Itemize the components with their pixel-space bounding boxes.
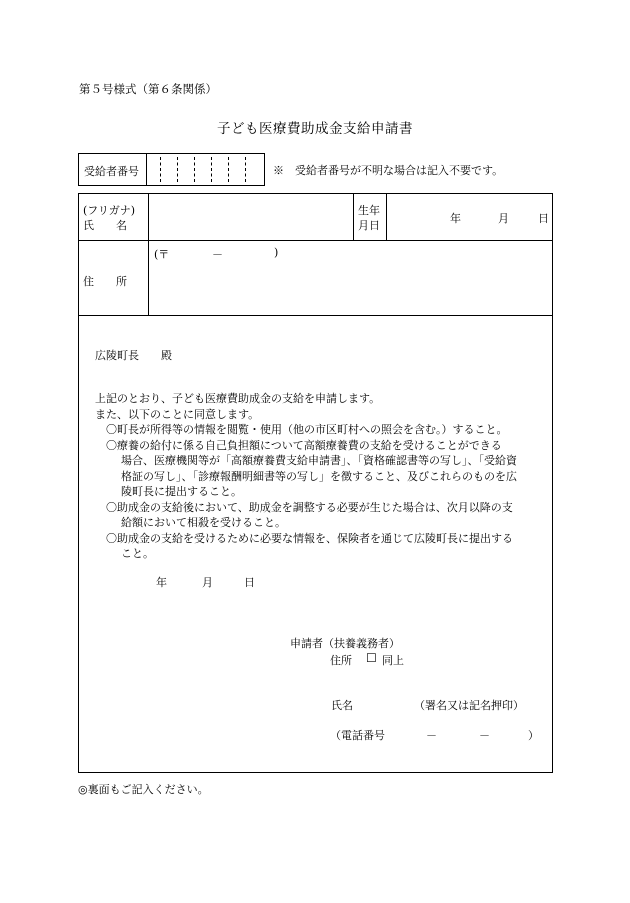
applicant-label: 申請者（扶養義務者） (290, 637, 400, 650)
applicant-name-label: 氏名 (331, 699, 353, 712)
recipient-number-note: ※ 受給者番号が不明な場合は記入不要です。 (273, 164, 504, 177)
signature-note: （署名又は記名押印） (414, 699, 524, 712)
name-input[interactable] (149, 194, 353, 240)
birth-label-line2: 月日 (358, 219, 380, 232)
recipient-number-label: 受給者番号 (84, 165, 139, 178)
same-as-above-label: 同上 (382, 654, 404, 667)
name-label: 氏 名 (83, 219, 127, 232)
postal-dash: － (212, 248, 223, 261)
postal-prefix: (〒 (154, 248, 170, 261)
date-month-label: 月 (202, 576, 213, 589)
consent-item-2-line-3: 格証の写し」、「診療報酬明細書等の写し」を徴すること、及びこれらのものを広 (121, 469, 517, 483)
consent-item-4-line-2: こと。 (121, 547, 154, 560)
address-label: 住 所 (83, 275, 127, 288)
form-title: 子ども医療費助成金支給申請書 (217, 121, 413, 137)
postal-suffix: ) (274, 246, 279, 259)
form-number: 第５号様式（第６条関係） (79, 82, 217, 96)
phone-close: ） (528, 729, 539, 742)
same-as-above-checkbox[interactable]: ☐ (366, 651, 377, 665)
addressee: 広陵町長 殿 (95, 349, 172, 362)
consent-item-3-line-2: 給額において相殺を受けること。 (121, 516, 286, 529)
birthdate-input[interactable] (387, 194, 552, 240)
birth-year-label: 年 (450, 212, 461, 225)
consent-item-4-line-1: 〇助成金の支給を受けるために必要な情報を、保険者を通じて広陵町長に提出する (106, 531, 513, 545)
recipient-number-input[interactable] (147, 154, 264, 185)
consent-line-1: 上記のとおり、子ども医療費助成金の支給を申請します。 (95, 392, 381, 405)
date-day-label: 日 (244, 576, 255, 589)
address-input[interactable] (149, 241, 552, 315)
consent-item-2-line-2: 場合、医療機関等が「高額療養費支給申請書」、「資格確認書等の写し」、「受給資 (121, 454, 517, 467)
phone-label: （電話番号 (330, 729, 385, 742)
consent-item-3-line-1: 〇助成金の支給後において、助成金を調整する必要が生じた場合は、次月以降の支 (106, 500, 513, 514)
birth-day-label: 日 (538, 212, 549, 225)
consent-item-1: 〇町長が所得等の情報を閲覧・使用（他の市区町村への照会を含む。）すること。 (106, 423, 508, 436)
recipient-number-box (78, 153, 265, 186)
consent-paragraph (95, 391, 517, 562)
consent-item-2-line-1: 〇療養の給付に係る自己負担額について高額療養費の支給を受けることができる (106, 438, 502, 452)
phone-dash-2: － (479, 729, 490, 742)
birth-month-label: 月 (498, 212, 509, 225)
applicant-address-label: 住所 (330, 654, 352, 667)
date-year-label: 年 (156, 576, 167, 589)
consent-line-2: また、以下のことに同意します。 (95, 407, 260, 421)
divider (79, 315, 552, 316)
furigana-label: (フリガナ) (83, 204, 136, 217)
footer-note: ◎裏面もご記入ください。 (78, 783, 209, 796)
phone-dash-1: － (426, 729, 437, 742)
application-form (78, 193, 553, 773)
birth-label-line1: 生年 (358, 204, 380, 217)
divider (353, 194, 354, 240)
consent-item-2-line-4: 陵町長に提出すること。 (121, 485, 242, 498)
